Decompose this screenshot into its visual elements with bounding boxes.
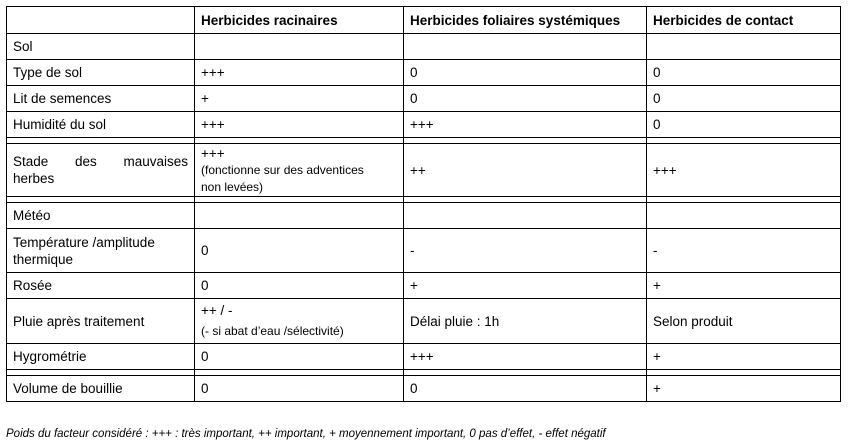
row-label-line: Stade des mauvaises	[13, 154, 188, 169]
section-row-sol	[7, 34, 841, 60]
table-row	[7, 299, 841, 344]
row-label: Hygrométrie	[7, 344, 195, 370]
row-label	[7, 144, 195, 197]
cell-racinaires: +++	[195, 60, 404, 86]
header-foliaires: Herbicides foliaires systémiques	[404, 7, 647, 34]
cell-contact: 0	[647, 60, 841, 86]
header-empty	[7, 7, 195, 34]
header-contact: Herbicides de contact	[647, 7, 841, 34]
cell-foliaires: 0	[404, 86, 647, 112]
table-row	[7, 273, 841, 299]
cell-foliaires: 0	[404, 60, 647, 86]
cell-racinaires: 0	[195, 229, 404, 273]
cell-contact: 0	[647, 86, 841, 112]
row-label-line: Température /amplitude	[13, 234, 155, 250]
cell-contact: +	[647, 273, 841, 299]
table-row	[7, 144, 841, 197]
cell-contact: 0	[647, 112, 841, 138]
cell-contact: +	[647, 376, 841, 402]
cell-racinaires	[195, 299, 404, 344]
cell-note: (- si abat d’eau /sélectivité)	[201, 324, 344, 338]
cell-contact: -	[647, 229, 841, 273]
cell-racinaires: +++	[195, 112, 404, 138]
cell-foliaires: -	[404, 229, 647, 273]
cell-racinaires: +	[195, 86, 404, 112]
cell-racinaires: 0	[195, 376, 404, 402]
row-label-line: herbes	[13, 171, 55, 186]
footnote: Poids du facteur considéré : +++ : très important, ++ important, + moyennement important, 0 pas d’effet, - effet négatif	[6, 428, 606, 440]
section-label-sol: Sol	[7, 34, 195, 60]
cell-foliaires: +	[404, 273, 647, 299]
table-row	[7, 229, 841, 273]
cell-note: non levées)	[201, 179, 264, 194]
cell-contact: +	[647, 344, 841, 370]
row-label: Lit de semences	[7, 86, 195, 112]
row-label: Humidité du sol	[7, 112, 195, 138]
cell-foliaires: Délai pluie : 1h	[404, 299, 647, 344]
table-row	[7, 344, 841, 370]
row-label: Pluie après traitement	[7, 299, 195, 344]
cell-racinaires	[195, 144, 404, 197]
row-label-line: thermique	[13, 251, 74, 267]
table-row	[7, 86, 841, 112]
cell-racinaires: 0	[195, 273, 404, 299]
herbicide-factors-table	[6, 6, 841, 402]
row-label: Volume de bouillie	[7, 376, 195, 402]
row-label: Type de sol	[7, 60, 195, 86]
section-row-meteo	[7, 203, 841, 229]
cell-foliaires: +++	[404, 344, 647, 370]
cell-contact: Selon produit	[647, 299, 841, 344]
header-racinaires: Herbicides racinaires	[195, 7, 404, 34]
table-row	[7, 60, 841, 86]
table-row	[7, 112, 841, 138]
cell-racinaires: 0	[195, 344, 404, 370]
row-label: Rosée	[7, 273, 195, 299]
cell-contact: +++	[647, 144, 841, 197]
cell-foliaires: 0	[404, 376, 647, 402]
cell-foliaires: ++	[404, 144, 647, 197]
cell-foliaires: +++	[404, 112, 647, 138]
cell-note: (fonctionne sur des adventices	[201, 162, 364, 177]
table-row	[7, 376, 841, 402]
cell-value: ++ / -	[201, 303, 233, 318]
cell-value: +++	[201, 145, 225, 161]
row-label	[7, 229, 195, 273]
section-label-meteo: Météo	[7, 203, 195, 229]
table-header-row	[7, 7, 841, 34]
